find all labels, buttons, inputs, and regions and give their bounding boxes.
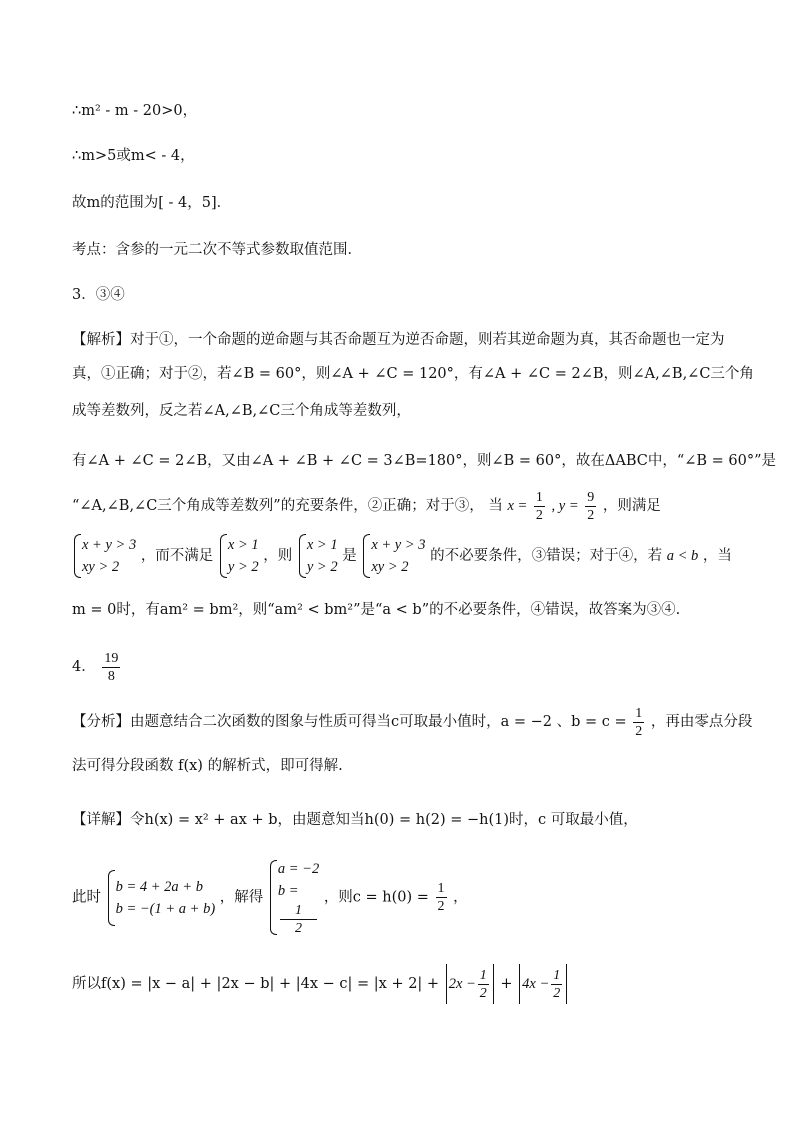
fraction-one-half [534, 489, 545, 524]
abs-term-2x [446, 964, 494, 1004]
text-segment: 【分析】由题意结合二次函数的图象与性质可得当c可取最小值时，a = −2 、b = c = [72, 714, 627, 730]
system-x-y [218, 532, 259, 580]
numerator: 1 [535, 489, 543, 505]
text-segment: “∠A,∠B,∠C三个角成等差数列”的充要条件，②正确；对于③， 当 [72, 498, 503, 514]
system-b [106, 868, 216, 928]
question-3-answer: 3．③④ [72, 287, 125, 303]
ineq: x + y > 3 [371, 537, 426, 553]
plus-sign: + [500, 976, 513, 992]
eq [278, 880, 319, 937]
eq-lhs: b = [277, 883, 299, 899]
q4-analysis-line-2: 法可得分段函数 f(x) 的解析式，即可得解. [72, 758, 343, 774]
q4-detail-line-1: 【详解】令h(x) = x² + ax + b，由题意知当h(0) = h(2) = −h(1)时，c 可取最小值， [72, 812, 638, 828]
numerator: 1 [280, 902, 317, 920]
fraction-one-half [633, 705, 644, 740]
q3-analysis-line-3: 成等差数列，反之若∠A,∠B,∠C三个角成等差数列， [72, 403, 411, 419]
eq: b = −(1 + a + b) [115, 900, 216, 917]
ineq: x + y > 3 [82, 537, 137, 553]
q3-analysis-line-4: 有∠A + ∠C = 2∠B，又由∠A + ∠B + ∠C = 3∠B=180°，则∠B = 60°，故在ΔABC中，“∠B = 60°”是 [72, 453, 777, 469]
denominator: 2 [295, 921, 303, 936]
knowledge-point: 考点：含参的一元二次不等式参数取值范围． [72, 242, 362, 258]
denominator: 8 [107, 668, 115, 684]
numerator: 1 [437, 881, 445, 896]
q3-analysis-line-6 [72, 532, 732, 580]
text-segment: 所以f(x) = |x − a| + |2x − b| + |4x − c| = |x + 2| + [72, 976, 440, 992]
question-4-answer [72, 648, 122, 686]
text-segment: ，当 [702, 548, 732, 564]
math-a-less-b: a < b [666, 548, 699, 564]
q4-detail-line-3 [72, 964, 569, 1004]
text-segment: ，而不满足 [140, 548, 214, 564]
system-xy [72, 532, 136, 580]
text-segment: ，解得 [219, 889, 264, 906]
fraction-19-8 [102, 650, 120, 685]
ineq: x > 1 [227, 537, 259, 553]
math-y: , y = [551, 498, 579, 514]
eq: b = 4 + 2a + b [115, 878, 203, 895]
denominator: 2 [479, 986, 487, 1002]
numerator: 1 [553, 968, 561, 984]
ineq: y > 2 [227, 559, 259, 575]
q3-analysis-line-1: 【解析】对于①，一个命题的逆命题与其否命题互为逆否命题，则若其逆命题为真，其否命题也一定为 [72, 332, 725, 348]
text-segment: ，则c = h(0) = [323, 889, 429, 906]
q4-analysis-line-1 [72, 702, 752, 742]
system-x-y-2 [297, 532, 338, 580]
text-segment: ，再由零点分段 [650, 714, 753, 730]
eq: a = −2 [277, 861, 320, 877]
ineq: xy > 2 [82, 559, 120, 575]
math-x: x = [507, 498, 528, 514]
system-xy-2 [361, 532, 425, 580]
text-segment: ，则 [263, 548, 293, 564]
q3-analysis-line-2: 真，①正确；对于②，若∠B = 60°，则∠A + ∠C = 120°，有∠A + ∠C = 2∠B，则∠A,∠B,∠C三个角 [72, 366, 754, 382]
text-segment: 此时 [72, 889, 101, 906]
abs-body: 4x − [522, 976, 550, 992]
text-segment: 的不必要条件，③错误；对于④，若 [430, 548, 663, 564]
ineq: x > 1 [306, 537, 338, 553]
abs-term-4x [519, 964, 567, 1004]
fraction-one-half [280, 902, 317, 937]
text-segment: ， [453, 889, 468, 906]
fraction-one-half [436, 880, 447, 915]
denominator: 2 [437, 899, 445, 914]
step-line-3: 故m的范围为[ - 4，5]． [72, 195, 232, 211]
q3-analysis-line-5 [72, 486, 661, 526]
fraction-one-half [478, 967, 489, 1002]
ineq: y > 2 [306, 559, 338, 575]
question-number: 4． [72, 659, 96, 675]
denominator: 2 [535, 507, 543, 523]
q3-analysis-line-7: m = 0时，有am² = bm²，则“am² < bm²”是“a < b”的不必要条件，④错误，故答案为③④. [72, 602, 681, 618]
fraction-nine-half [585, 489, 596, 524]
abs-body: 2x − [448, 976, 476, 992]
numerator: 1 [479, 968, 487, 984]
step-line-1: ∴m² - m - 20>0， [72, 103, 198, 119]
ineq: xy > 2 [371, 559, 409, 575]
numerator: 9 [587, 489, 595, 505]
text-segment: 是 [342, 548, 357, 564]
step-line-2: ∴m>5或m< - 4， [72, 148, 195, 164]
denominator: 2 [553, 986, 561, 1002]
text-segment: ，则满足 [602, 498, 661, 514]
system-solution [268, 858, 319, 937]
fraction-one-half [551, 967, 562, 1002]
q4-detail-line-2 [72, 858, 468, 937]
numerator: 19 [104, 650, 119, 666]
denominator: 2 [587, 507, 595, 523]
numerator: 1 [635, 705, 643, 721]
denominator: 2 [635, 723, 643, 739]
